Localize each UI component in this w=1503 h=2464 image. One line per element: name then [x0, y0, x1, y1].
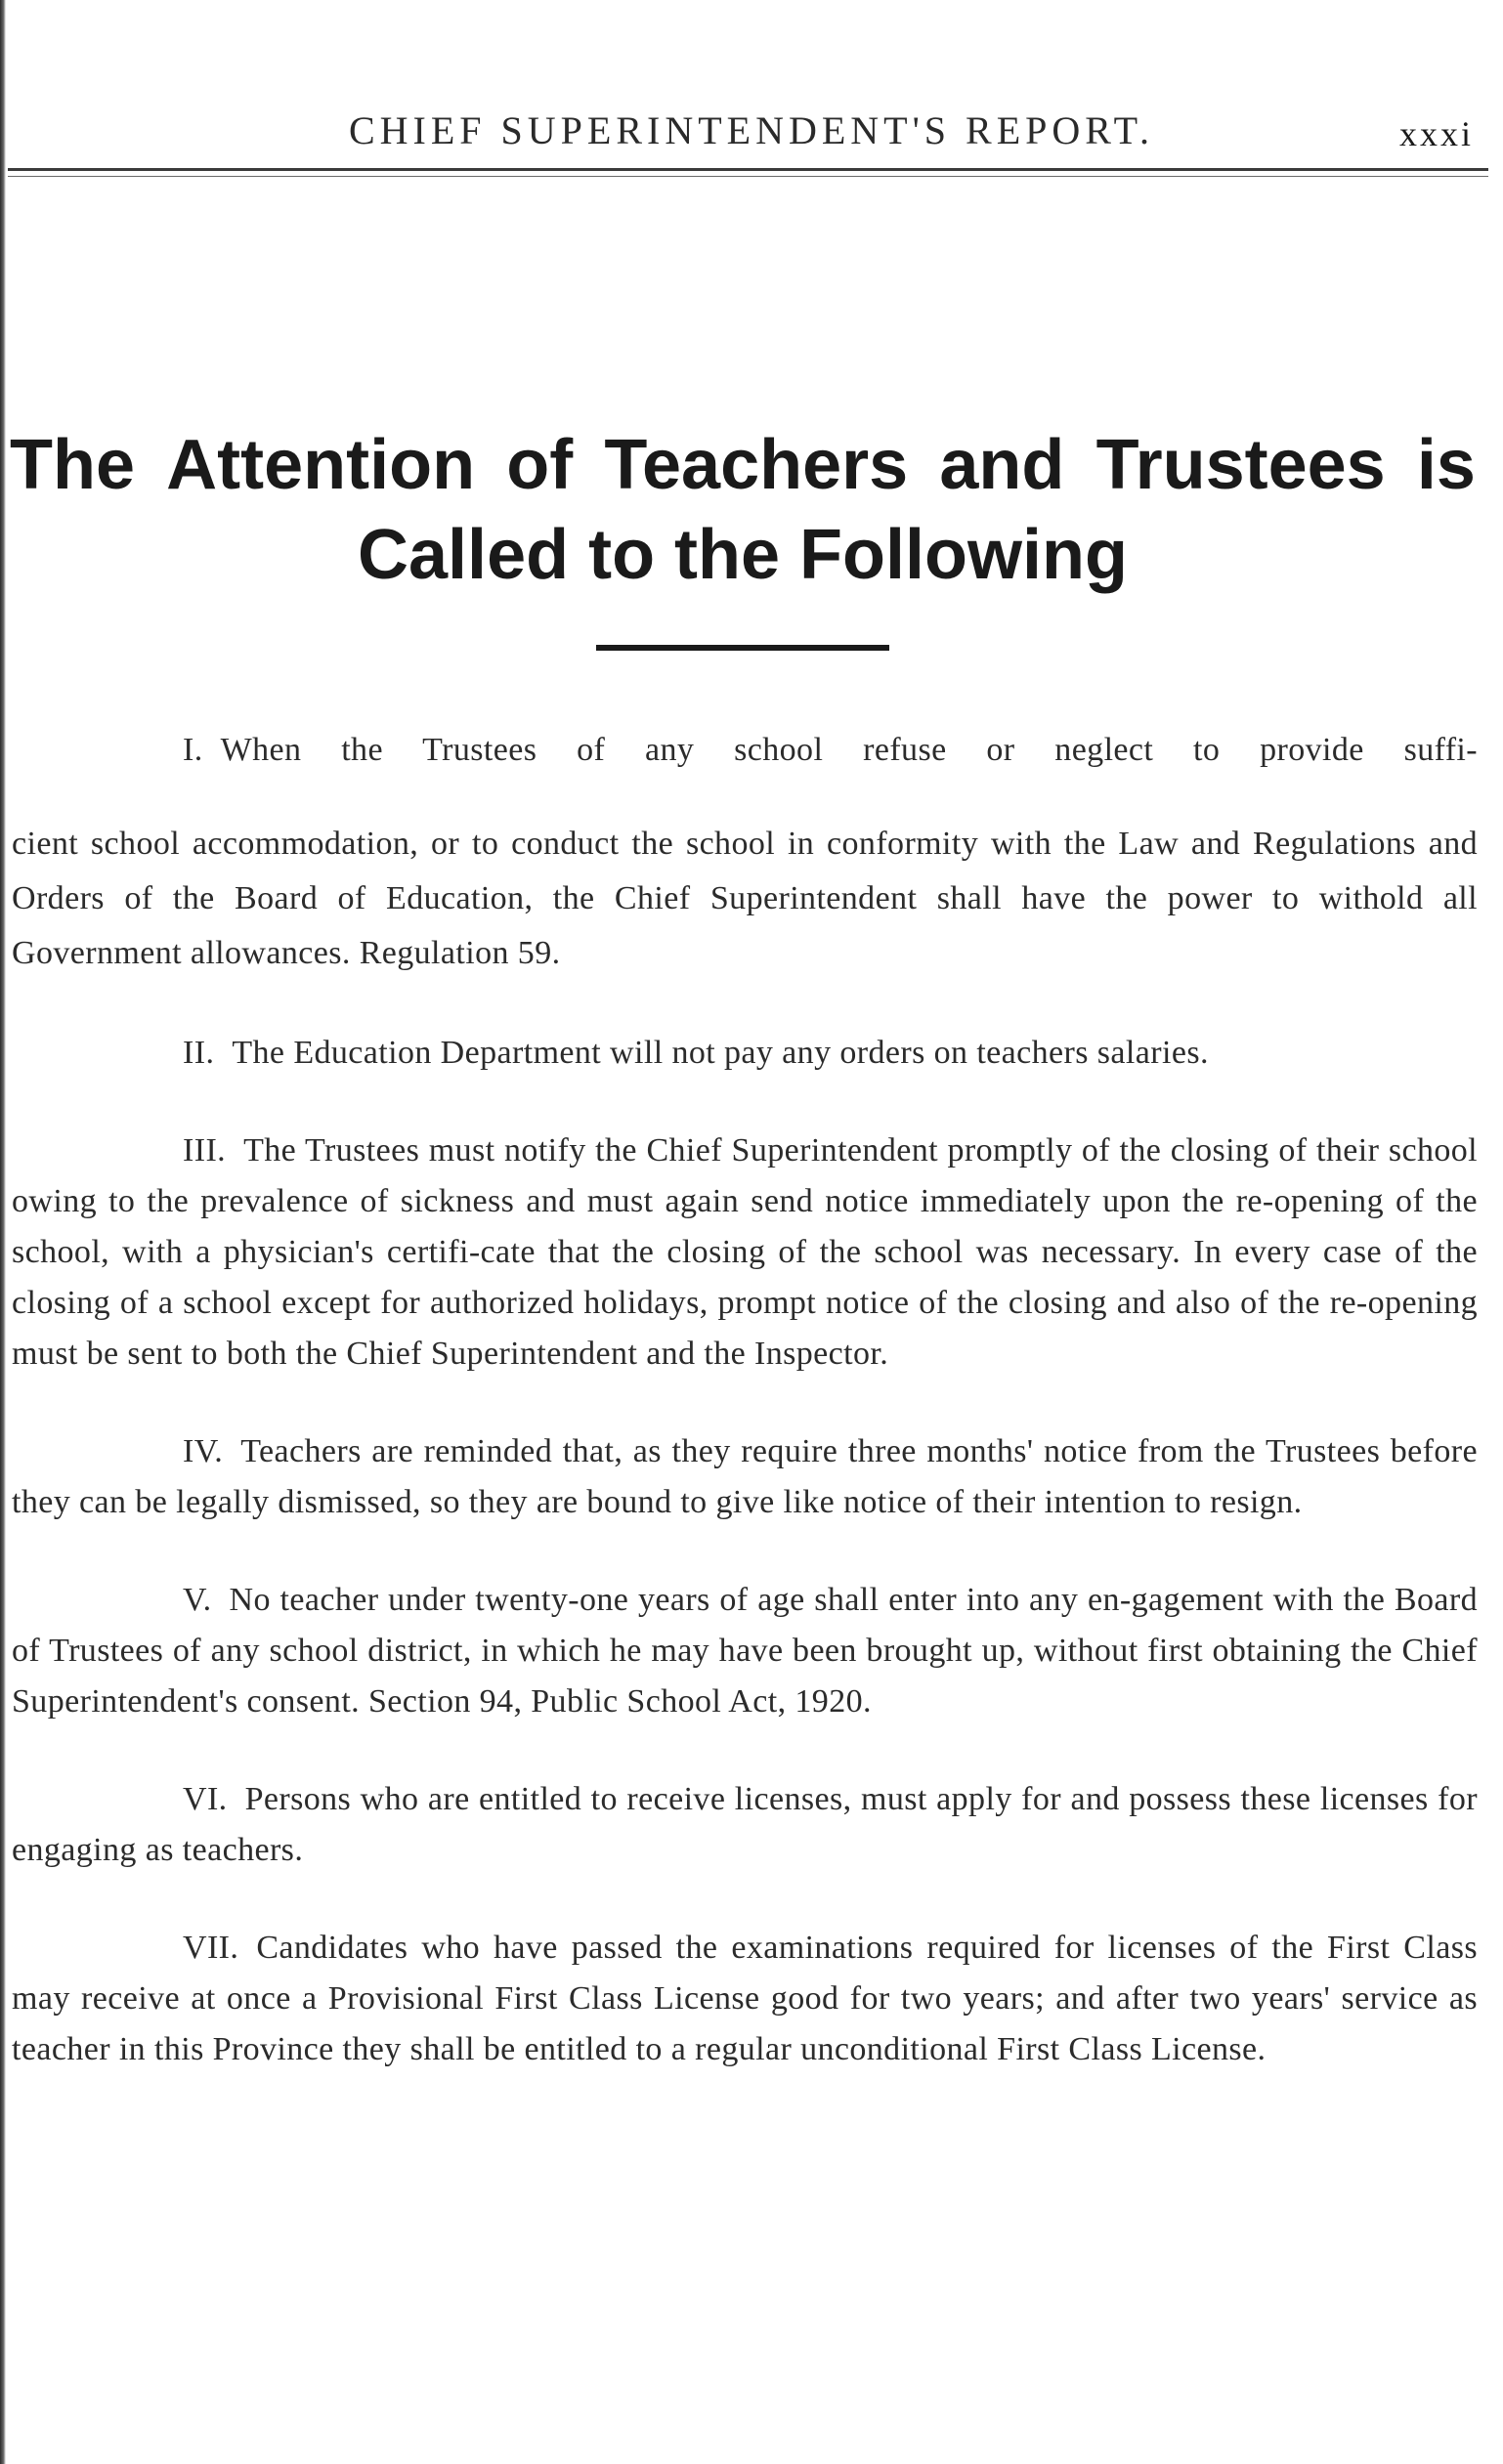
notice-text: Candidates who have passed the examinations required for licenses of the First Class may receive at once a Provisional First Class License good for two years; and after two years' service as teacher in this Province they shall be entitled to a regular unconditional First Class License. [12, 1930, 1478, 2067]
title-word: of [506, 426, 574, 504]
page-number: xxxi [1398, 114, 1474, 153]
notice-text: The Trustees must notify the Chief Superintendent promptly of the closing of their school owing to the prevalence of sickness and must again send notice immediately upon the re-opening of the school, with a physician's certifi-cate that the closing of the school was necessary. In every case of the closing of a school except for authorized holidays, prompt notice of the closing and also of the re-opening must be sent to both the Chief Superintendent and the Inspector. [12, 1132, 1478, 1372]
notice-item [12, 1126, 1478, 1380]
notice-text: The Education Department will not pay any orders on teachers salaries. [232, 1035, 1209, 1071]
notice-number: II. [183, 1035, 215, 1071]
title-word: The [10, 426, 136, 504]
notice-first-line-text: When the Trustees of any school refuse or neglect to provide suffi- [220, 732, 1478, 768]
notice-item [12, 1028, 1478, 1079]
title-word: and [939, 426, 1065, 504]
page-title [10, 420, 1476, 600]
page-binding-edge [0, 0, 6, 2464]
notice-item [12, 1575, 1478, 1727]
running-head [0, 107, 1503, 166]
notice-first-line [12, 723, 1478, 778]
notice-number: III. [183, 1132, 227, 1168]
notice-list [12, 723, 1478, 2122]
notice-text: Teachers are reminded that, as they require three months' notice from the Trustees before they can be legally dismissed, so they are bound to give like notice of their intention to resign. [12, 1433, 1478, 1520]
notice-text: Persons who are entitled to receive licenses, must apply for and possess these licenses for engaging as teachers. [12, 1781, 1478, 1868]
notice-item [12, 1774, 1478, 1876]
header-rule-thin [8, 176, 1488, 177]
title-word: Attention [166, 426, 476, 504]
notice-item [12, 1426, 1478, 1528]
title-word: is [1416, 426, 1476, 504]
title-word: Trustees [1095, 426, 1386, 504]
notice-item [12, 1923, 1478, 2075]
notice-text: No teacher under twenty-one years of age shall enter into any en-gagement with the Board of Trustees of any school district, in which he may have been brought up, without first obtaining the Chief Superintendent's consent. Section 94, Public School Act, 1920. [12, 1582, 1478, 1720]
title-underline-rule [596, 645, 889, 651]
title-word: Teachers [604, 426, 909, 504]
notice-text: cient school accommodation, or to conduct the school in conformity with the Law and Regulations and Orders of the Board of Education, the Chief Superintendent shall have the power to withold all Government allowances. Regulation 59. [12, 826, 1478, 971]
header-rule [8, 168, 1488, 177]
notice-number: V. [183, 1582, 212, 1618]
notice-number: IV. [183, 1433, 224, 1469]
notice-number: I. [183, 732, 203, 768]
title-line-1 [10, 420, 1476, 510]
notice-item [12, 723, 1478, 981]
running-title: CHIEF SUPERINTENDENT'S REPORT. [348, 108, 1155, 152]
notice-number: VI. [183, 1781, 228, 1817]
notice-number: VII. [183, 1930, 239, 1966]
title-line-2: Called to the Following [358, 516, 1128, 594]
